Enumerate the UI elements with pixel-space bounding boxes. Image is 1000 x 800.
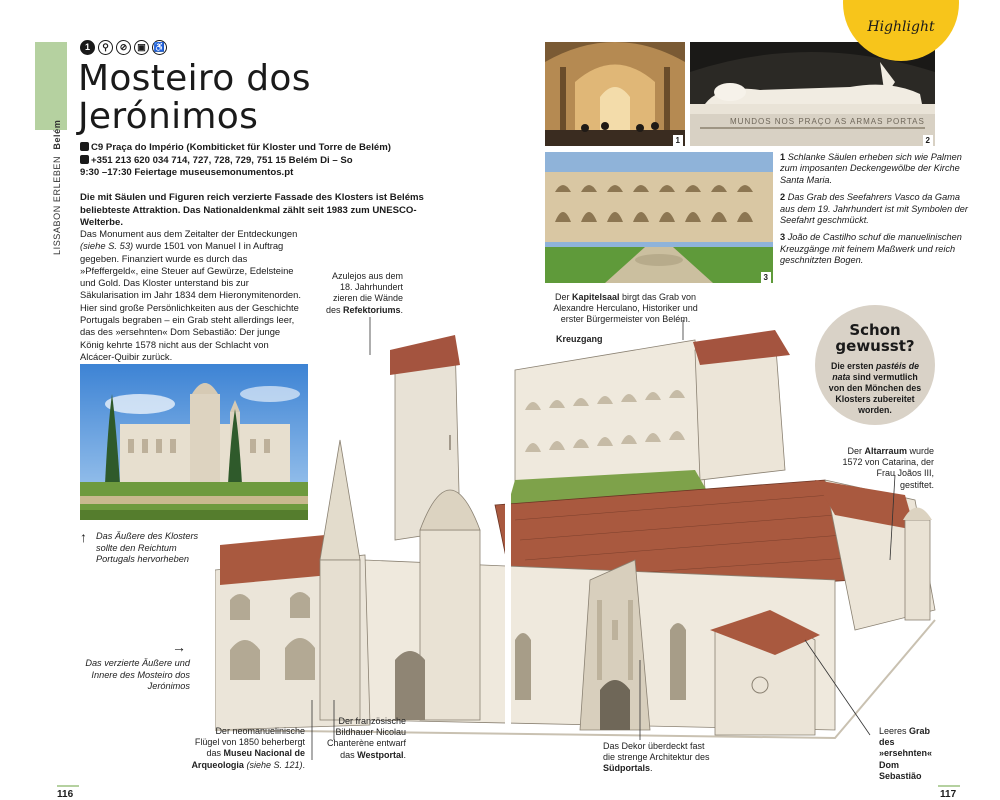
info-number-icon: 1	[80, 40, 95, 55]
did-you-know-text: Die ersten pastéis de nata sind vermutlich von den Mönchen des Klosters zubereitet worden.	[828, 361, 922, 415]
annotation-cloister: Kreuzgang	[556, 334, 603, 344]
exterior-caption: Das Äußere des Klosters sollte den Reichtum Portugals hervorheben	[96, 531, 199, 564]
info-line-hours: 9:30 –17:30 Feiertage museusemonumentos.pt	[80, 167, 294, 178]
illustration-caption: Das verzierte Äußere und Innere des Mosteiro dos Jerónimos	[85, 658, 190, 691]
lead-paragraph: Die mit Säulen und Figuren reich verzierte Fassade des Klosters ist Beléms beliebteste Attraktion. Das Nationaldenkmal zählt seit 1983 zum UNESCO-Welterbe.	[80, 192, 424, 228]
annotation-refectory: Azulejos aus dem 18. Jahrhundert zieren die Wände des Refektoriums.	[325, 271, 403, 315]
wheelchair-icon: ♿	[152, 40, 167, 55]
annotation-south-portal: Das Dekor überdeckt fast die strenge Architektur des Südportals.	[603, 741, 710, 774]
page-number-right: 117	[940, 789, 957, 800]
photo-caption-3: 3 João de Castilho schuf die manuelinischen Kreuzgänge mit feinem Maßwerk und reich geschnitzten Bogen.	[780, 232, 962, 266]
photo-caption-1: 1 Schlanke Säulen erheben sich wie Palmen zum imposanten Deckengewölbe der Kirche Santa Maria.	[780, 152, 962, 185]
annotation-altar: Der Altarraum wurde 1572 von Catarina, der Frau Joãos III, gestiftet.	[842, 446, 934, 490]
page-number-left: 116	[57, 789, 74, 800]
photo-number-2: 2	[923, 135, 933, 146]
body-paragraph: Das Monument aus dem Zeitalter der Entdeckungen (siehe S. 53) wurde 1501 von Manuel I in Auftrag gegeben. Finanziert wurde es durch das »Pfeffergeld«, eine Steuer auf Gewürze, Edelsteine und Gold. Das Kloster unterstand bis zur Säkularisation im Jahr 1834 dem Hieronymitenorden. Hier sind große Persönlichkeiten aus der Geschichte Portugals begraben – ein Grab steht allerdings leer, das des »ersehnten« Dom Sebastião: Der junge König kehrte 1578 nicht aus der Schlacht von Alcácer-Quibir zurück.	[80, 228, 301, 362]
shop-icon: ▣	[134, 40, 149, 55]
guided-tour-icon: ⚲	[98, 40, 113, 55]
info-line-transport: +351 213 620 034 714, 727, 728, 729, 751 15 Belém Di – So	[80, 155, 425, 168]
info-line-address: C9 Praça do Império (Kombiticket für Kloster und Torre de Belém)	[80, 142, 425, 155]
annotation-west-portal: Der französische Bildhauer Nicolau Chanterène entwarf das Westportal.	[326, 716, 406, 760]
illustration-caption-arrow: →	[172, 639, 186, 655]
page-title: Mosteiro dos Jerónimos	[78, 58, 311, 137]
photo-number-1: 1	[673, 135, 683, 146]
photo-number-3: 3	[761, 272, 771, 283]
annotation-empty-tomb: Leeres Grab des »ersehnten« Dom Sebastião	[879, 726, 933, 781]
annotation-chapter-house: Der Kapitelsaal birgt das Grab von Alexandre Herculano, Historiker und erster Bürgermeister von Belém.	[553, 292, 698, 325]
page-bar-left	[57, 785, 79, 787]
tomb-inscription: MUNDOS NOS PRAÇO AS ARMAS PORTAS	[730, 117, 925, 126]
photo-caption-2: 2 Das Grab des Seefahrers Vasco da Gama aus dem 19. Jahrhundert ist mit Symbolen der Seefahrt geschmückt.	[780, 192, 968, 226]
chapter-label: LISSABON ERLEBEN Belém	[52, 119, 62, 255]
highlight-label: Highlight	[867, 19, 935, 35]
no-photo-icon: ⊘	[116, 40, 131, 55]
annotation-museum: Der neomanuelinische Flügel von 1850 beherbergt das Museu Nacional de Arqueologia (siehe S. 121).	[191, 726, 305, 770]
exterior-caption-arrow: ↑	[80, 529, 87, 545]
page-bar-right	[938, 785, 960, 787]
did-you-know-title: Schon gewusst?	[835, 321, 915, 355]
